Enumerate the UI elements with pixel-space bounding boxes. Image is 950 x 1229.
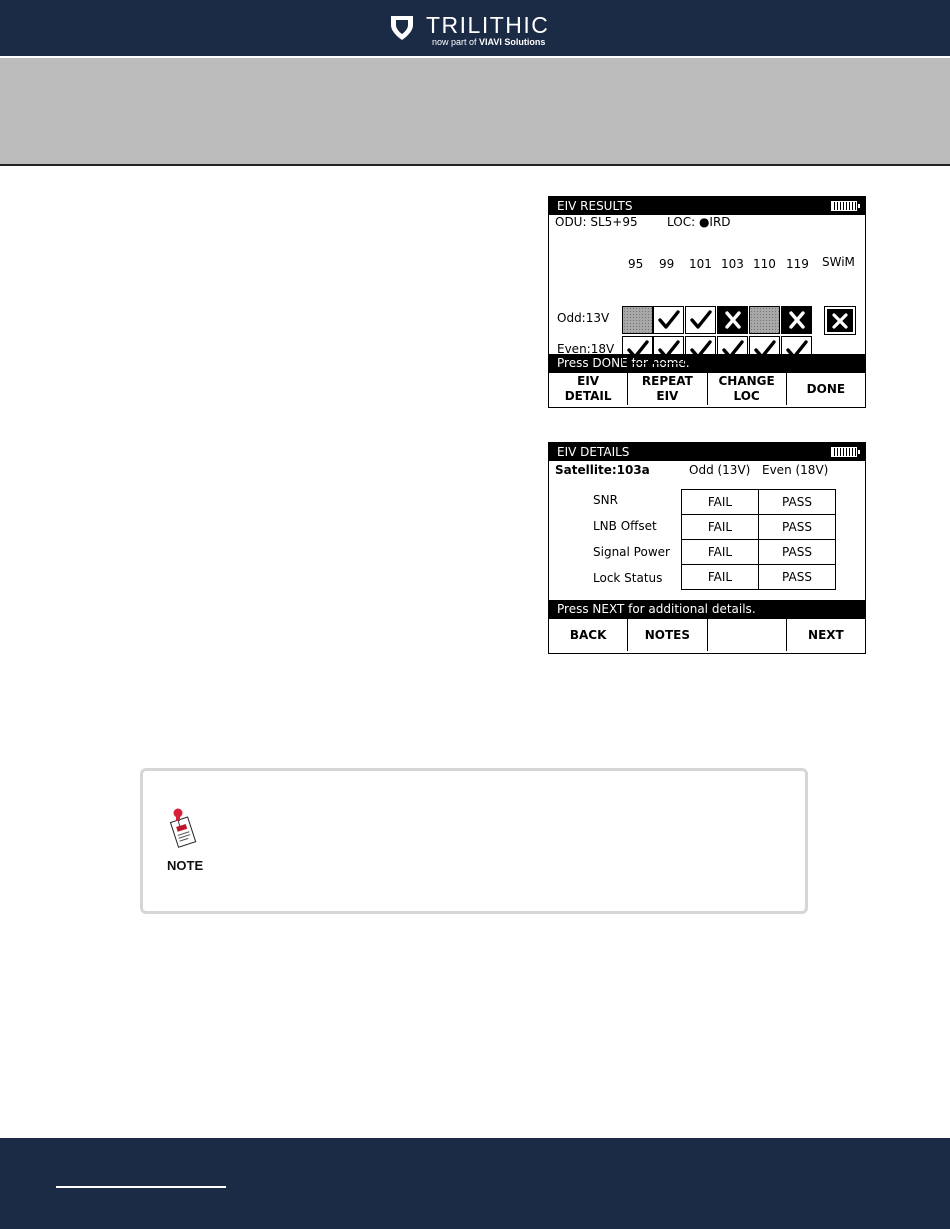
even-column-header: Even (18V) — [762, 463, 829, 477]
eiv-detail-button[interactable]: EIV DETAIL — [549, 373, 628, 405]
status-bar: Press NEXT for additional details. — [549, 600, 865, 618]
checkmark-icon — [689, 309, 713, 331]
column-header: 110 — [753, 257, 776, 271]
results-body — [549, 215, 865, 354]
screen-title-bar — [549, 443, 865, 461]
column-header: 101 — [689, 257, 712, 271]
loc-label: LOC: ●IRD — [667, 215, 731, 229]
header-bar — [0, 0, 950, 56]
row-label: Lock Status — [593, 571, 663, 585]
column-header: 99 — [659, 257, 675, 271]
checkmark-icon — [721, 339, 745, 361]
fail-x-icon — [721, 309, 745, 331]
change-loc-button[interactable]: CHANGE LOC — [708, 373, 787, 405]
done-button[interactable]: DONE — [787, 373, 865, 405]
details-body — [549, 461, 865, 600]
table-row — [682, 565, 836, 590]
result-cell-fail — [717, 306, 748, 334]
row-label: LNB Offset — [593, 519, 657, 533]
column-header: 119 — [786, 257, 809, 271]
back-button[interactable]: BACK — [549, 619, 628, 651]
notes-button[interactable]: NOTES — [628, 619, 707, 651]
odd-result: FAIL — [682, 515, 759, 540]
result-cell-pass — [717, 336, 748, 364]
shield-icon — [390, 15, 414, 41]
checkmark-icon — [657, 339, 681, 361]
note-label: NOTE — [167, 858, 204, 873]
footer-rule — [56, 1186, 226, 1188]
row-label: SNR — [593, 493, 618, 507]
result-cell-pass — [749, 336, 780, 364]
result-cell-pass — [653, 336, 684, 364]
fail-x-icon — [827, 309, 853, 332]
swim-label: SWiM — [822, 255, 855, 269]
even-result: PASS — [759, 490, 836, 515]
eiv-details-screen — [548, 442, 866, 654]
odd-result: FAIL — [682, 490, 759, 515]
table-row — [682, 540, 836, 565]
note-box — [140, 768, 808, 914]
checkmark-icon — [657, 309, 681, 331]
softkey-row — [549, 618, 865, 651]
result-cell-pass — [653, 306, 684, 334]
result-cell-untested — [749, 306, 780, 334]
checkmark-icon — [785, 339, 809, 361]
even-result: PASS — [759, 565, 836, 590]
screen-title: EIV DETAILS — [557, 445, 630, 459]
screen-title: EIV RESULTS — [557, 199, 633, 213]
column-header: 103 — [721, 257, 744, 271]
note-pin-icon — [169, 805, 199, 853]
even-result: PASS — [759, 515, 836, 540]
satellite-label: Satellite:103a — [555, 463, 650, 477]
softkey-row — [549, 372, 865, 405]
repeat-eiv-button[interactable]: REPEAT EIV — [628, 373, 707, 405]
brand-tagline: now part of VIAVI Solutions — [432, 37, 546, 47]
table-row — [682, 515, 836, 540]
footer-bar — [0, 1138, 950, 1229]
result-cell-pass — [685, 306, 716, 334]
status-bar: Press DONE for home. — [549, 354, 865, 372]
checkmark-icon — [753, 339, 777, 361]
odd-result: FAIL — [682, 540, 759, 565]
result-cell-untested — [622, 306, 653, 334]
result-cell-pass — [685, 336, 716, 364]
checkmark-icon — [689, 339, 713, 361]
row-label-odd: Odd:13V — [557, 311, 610, 325]
blank-softkey[interactable] — [708, 619, 787, 651]
checkmark-icon — [626, 339, 650, 361]
odu-label: ODU: SL5+95 — [555, 215, 638, 229]
screen-title-bar — [549, 197, 865, 215]
eiv-results-screen — [548, 196, 866, 408]
result-cell-pass — [781, 336, 812, 364]
swim-result — [824, 306, 856, 335]
details-table — [681, 489, 836, 590]
column-header: 95 — [628, 257, 644, 271]
next-button[interactable]: NEXT — [787, 619, 865, 651]
battery-icon — [831, 201, 857, 211]
table-row — [682, 490, 836, 515]
brand-name: TRILITHIC — [426, 12, 550, 38]
odd-column-header: Odd (13V) — [689, 463, 751, 477]
row-label-even: Even:18V — [557, 342, 615, 356]
even-result: PASS — [759, 540, 836, 565]
result-cell-fail — [781, 306, 812, 334]
row-label: Signal Power — [593, 545, 670, 559]
battery-icon — [831, 447, 857, 457]
result-cell-pass — [622, 336, 653, 364]
fail-x-icon — [785, 309, 809, 331]
title-band — [0, 58, 950, 166]
odd-result: FAIL — [682, 565, 759, 590]
